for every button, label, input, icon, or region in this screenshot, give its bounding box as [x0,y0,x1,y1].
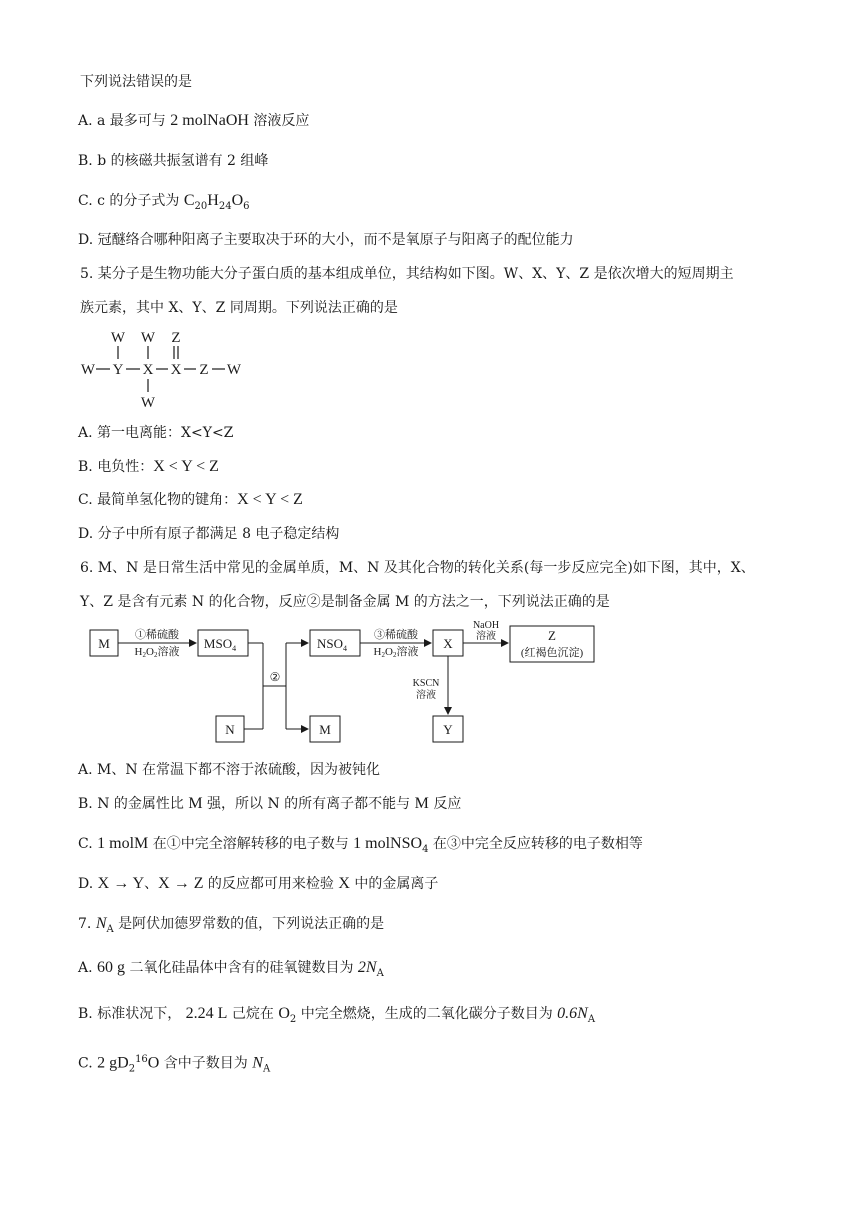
q6-option-d-end: 中的金属离子 [349,876,439,892]
q7-option-c-val: N [252,1054,263,1072]
q7-stem-prefix: 7. [78,916,96,932]
box-m: M [98,636,110,651]
q6-option-a[interactable]: A. M、N 在常温下都不溶于浓硫酸，因为被钝化 [78,762,381,778]
atom-w-top1: W [110,330,126,346]
q5-option-a[interactable]: A. 第一电离能：X<Y<Z [78,425,234,441]
atom-z: Z [199,362,209,378]
box-z-label: Z [548,628,556,643]
q6-option-b-m2: M [414,795,429,812]
q7-option-c-mid: 含中子数目为 [159,1055,253,1072]
atom-y: Y [112,362,124,378]
atom-w-top2: W [140,330,156,346]
reaction3-label: ③稀硫酸 [374,629,418,641]
q6-option-b-m: M [188,795,203,812]
q6-stem-line2: Y、Z 是含有元素 N 的化合物，反应②是制备金属 M 的方法之一，下列说法正确的是 [80,594,610,610]
q5-option-c-expr: X < Y < Z [237,491,303,508]
q7-option-b-prefix: B. 标准状况下， [78,1006,186,1022]
box-n: N [225,722,235,737]
reaction1-label: ①稀硫酸 [135,629,179,641]
atom-w-left: W [80,362,96,378]
q7-option-b-val-sub: A [587,1013,596,1025]
q6-option-b-end: 反应 [428,796,462,812]
kscn-solution-label: 溶液 [416,690,436,701]
atom-x1: X [142,362,154,378]
reaction2-label: ② [269,670,281,684]
q5-option-d[interactable]: D. 分子中所有原子都满足 8 电子稳定结构 [78,526,340,542]
q4-option-c-prefix: C. c 的分子式为 [78,193,184,209]
q6-option-d-r2: X → Z [158,875,204,892]
naoh-solution-label: 溶液 [476,631,496,642]
q4-option-c[interactable] [78,191,250,217]
q5-option-b[interactable] [78,457,219,477]
q5-option-c[interactable] [78,490,303,510]
q6-option-c-q2: 1 molNSO [353,835,423,852]
q6-option-d[interactable] [78,874,438,894]
reaction1-h2o2: H2O2溶液 [134,646,180,659]
q7-option-c-prefix: C. [78,1055,98,1072]
q7-option-a-prefix: A. [78,960,98,976]
q6-option-d-mid: 的反应都可用来检验 [203,876,339,892]
q4-option-b[interactable]: B. b 的核磁共振氢谱有 2 组峰 [78,153,269,169]
q6-stem-line1: 6. M、N 是日常生活中常见的金属单质，M、N 及其化合物的转化关系(每一步反应完全)如下图，其中，X、 [80,560,755,576]
naoh-label: NaOH [472,620,500,631]
q7-option-c-q-sub: 2 [128,1063,136,1075]
q5-option-b-prefix: B. 电负性： [78,459,154,475]
kscn-label: KSCN [412,678,440,689]
box-z-desc: (红褐色沉淀) [520,647,584,659]
formula-c-sub: 20 [194,200,208,212]
atom-w-bottom: W [140,395,156,411]
q7-option-b-mid2: 中完全燃烧，生成的二氧化碳分子数目为 [296,1006,558,1022]
q6-option-d-prefix: D. [78,876,98,892]
box-nso4: $NSO_4$ [316,636,348,653]
q4-option-d[interactable]: D. 冠醚络合哪种阳离子主要取决于环的大小，而不是氧原子与阳离子的配位能力 [78,232,574,248]
q7-option-a[interactable] [78,958,384,984]
q7-option-a-val-sub: A [376,967,384,979]
q7-option-b[interactable] [78,1004,595,1030]
box-x: X [443,636,453,651]
box-y: Y [443,722,453,737]
q6-option-b-prefix: B. N 的金属性比 [78,796,189,812]
atom-w-right: W [226,362,242,378]
atom-z-top: Z [171,330,181,346]
q5-option-c-prefix: C. 最简单氢化物的键角： [78,492,238,508]
q7-option-a-mid: 二氧化硅晶体中含有的硅氧键数目为 [125,960,358,976]
q7-option-b-o2: O [278,1005,290,1022]
q7-stem-suffix: 是阿伏加德罗常数的值，下列说法正确的是 [113,916,385,932]
q7-option-c-q: 2 gD [97,1054,129,1072]
q6-option-c[interactable] [78,834,643,860]
q7-option-a-val: 2N [357,959,377,976]
q7-option-b-mid: 己烷在 [227,1006,279,1022]
q7-option-c-o: O [147,1054,160,1072]
formula-h-sub: 24 [218,200,232,212]
q5-stem-line2: 族元素，其中 X、Y、Z 同周期。下列说法正确的是 [80,300,398,316]
q7-stem [78,914,384,940]
q7-option-c[interactable] [78,1050,270,1079]
reaction3-h2o2: H2O2溶液 [373,646,419,659]
q6-option-d-r1: X → Y [97,875,145,892]
q6-option-c-prefix: C. [78,836,98,852]
q6-option-c-end: 在③中完全反应转移的电子数相等 [428,836,643,852]
q7-stem-na-sub: A [106,923,114,935]
q7-option-b-q: 2.24 L [185,1005,228,1022]
q7-option-c-val-sub: A [262,1063,271,1075]
q7-stem-na: N [95,915,107,932]
formula-o-sub: 6 [243,200,250,212]
box-mso4: $MSO_4$ [203,636,237,653]
formula-h: H [207,192,219,209]
q4-option-a-amount: 2 molNaOH [170,112,249,129]
formula-c: C [183,192,195,209]
q4-option-a-prefix: A. a 最多可与 [78,113,171,129]
q5-option-b-expr: X < Y < Z [153,458,219,475]
atom-x2: X [170,362,182,378]
q6-option-b-suffix: 强，所以 N 的所有离子都不能与 [202,796,415,812]
q6-option-d-x: X [338,875,350,892]
q7-option-c-sup: 16 [135,1054,148,1065]
q6-reaction-diagram [88,618,608,748]
q6-option-b[interactable] [78,794,461,814]
q7-option-a-q: 60 g [97,959,126,976]
q6-option-d-sep: 、 [144,876,159,892]
q4-option-a[interactable] [78,111,309,131]
q5-stem-line1: 5. 某分子是生物功能大分子蛋白质的基本组成单位，其结构如下图。W、X、Y、Z 是依次增大的短周期主 [80,266,734,282]
q7-option-b-o2-sub: 2 [289,1013,297,1025]
q5-structure-diagram [78,325,278,415]
q7-option-b-val: 0.6N [557,1005,588,1022]
box-m-product: M [319,722,331,737]
q6-option-c-q1: 1 molM [97,835,149,852]
formula-o: O [231,192,244,209]
q6-option-c-q2-sub: 4 [422,843,429,855]
q6-option-c-mid: 在①中完全溶解转移的电子数与 [148,836,354,852]
q4-option-a-suffix: 溶液反应 [248,113,310,129]
question-intro: 下列说法错误的是 [80,74,192,90]
